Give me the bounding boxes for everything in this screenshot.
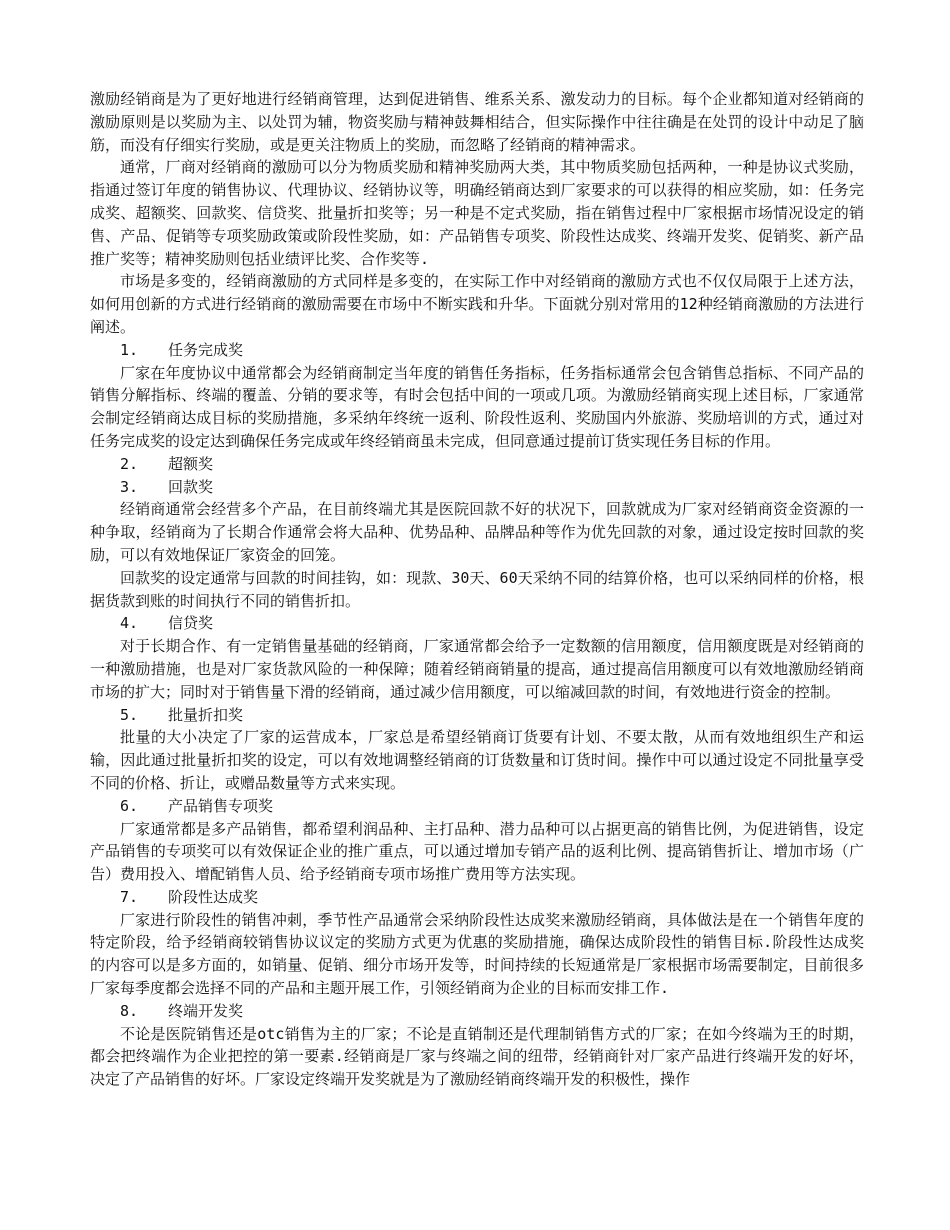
section-title: 批量折扣奖: [168, 705, 244, 724]
section-title: 信贷奖: [168, 614, 214, 633]
body-paragraph: 对于长期合作、有一定销售量基础的经销商，厂家通常都会给予一定数额的信用额度，信用额度既是对经销商的一种激励措施，也是对厂家货款风险的一种保障；随着经销商销量的提高，通过提高信用额度可以有效地激励经销商市场的扩大；同时对于销售量下滑的经销商，通过减少信用额度，可以缩减回款的时间，有效地进行资金的控制。: [90, 637, 864, 701]
section-number: 7.: [120, 887, 139, 906]
section-number: 1.: [120, 340, 139, 359]
section-number: 5.: [120, 705, 139, 724]
body-paragraph: 回款奖的设定通常与回款的时间挂钩，如：现款、30天、60天采纳不同的结算价格，也可以采纳同样的价格，根据货款到账的时间执行不同的销售折扣。: [90, 568, 864, 610]
body-paragraph: 厂家进行阶段性的销售冲刺，季节性产品通常会采纳阶段性达成奖来激励经销商，具体做法是在一个销售年度的特定阶段，给予经销商较销售协议议定的奖励方式更为优惠的奖励措施，确保达成阶段性的销售目标.阶段性达成奖的内容可以是多方面的，如销量、促销、细分市场开发等，时间持续的长短通常是厂家根据市场需要制定，目前很多厂家每季度都会选择不同的产品和主题开展工作，引领经销商为企业的目标而安排工作.: [90, 910, 864, 998]
body-paragraph: 厂家在年度协议中通常都会为经销商制定当年度的销售任务指标，任务指标通常会包含销售总指标、不同产品的销售分解指标、终端的覆盖、分销的要求等，有时会包括中间的一项或几项。为激励经销商实现上述目标，厂家通常会制定经销商达成目标的奖励措施，多采纳年终统一返利、阶段性返利、奖励国内外旅游、奖励培训的方式，通过对任务完成奖的设定达到确保任务完成或年终经销商虽未完成，但同意通过提前订货实现任务目标的作用。: [90, 363, 864, 450]
section-number: 2.: [120, 454, 139, 473]
section-number: 6.: [120, 796, 139, 815]
body-paragraph: 厂家通常都是多产品销售，都希望利润品种、主打品种、潜力品种可以占据更高的销售比例，为促进销售，设定产品销售的专项奖可以有效保证企业的推广重点，可以通过增加专销产品的返利比例、提高销售折让、增加市场（广告）费用投入、增配销售人员、给予经销商专项市场推广费用等方法实现。: [90, 819, 864, 884]
section-heading-5: [90, 704, 864, 727]
body-paragraph: 经销商通常会经营多个产品，在目前终端尤其是医院回款不好的状况下，回款就成为厂家对经销商资金资源的一种争取，经销商为了长期合作通常会将大品种、优势品种、品牌品种等作为优先回款的对象，通过设定按时回款的奖励，可以有效地保证厂家资金的回笼。: [90, 500, 864, 564]
section-number: 3.: [120, 477, 139, 496]
section-title: 产品销售专项奖: [168, 796, 274, 815]
section-title: 终端开发奖: [168, 1001, 244, 1020]
body-paragraph: 批量的大小决定了厂家的运营成本，厂家总是希望经销商订货要有计划、不要太散，从而有效地组织生产和运输，因此通过批量折扣奖的设定，可以有效地调整经销商的订货数量和订货时间。操作中可以通过设定不同批量享受不同的价格、折让，或赠品数量等方式来实现。: [90, 728, 864, 792]
section-title: 超额奖: [168, 454, 214, 473]
section-heading-6: [90, 795, 864, 818]
body-paragraph: 市场是多变的，经销商激励的方式同样是多变的，在实际工作中对经销商的激励方式也不仅仅局限于上述方法，如何用创新的方式进行经销商的激励需要在市场中不断实践和升华。下面就分别对常用的12种经销商激励的方法进行阐述。: [90, 272, 864, 336]
section-heading-4: [90, 612, 864, 635]
section-title: 阶段性达成奖: [168, 887, 259, 906]
section-title: 任务完成奖: [168, 340, 244, 359]
section-heading-1: [90, 339, 864, 362]
intro-paragraph: 激励经销商是为了更好地进行经销商管理，达到促进销售、维系关系、激发动力的目标。每个企业都知道对经销商的激励原则是以奖励为主、以处罚为辅，物资奖励与精神鼓舞相结合，但实际操作中往往确是在处罚的设计中动足了脑筋，而没有仔细实行奖励，或是更关注物质上的奖励，而忽略了经销商的精神需求。: [90, 90, 864, 154]
section-heading-3: [90, 476, 864, 499]
section-number: 4.: [120, 614, 139, 633]
section-heading-2: [90, 453, 864, 476]
section-title: 回款奖: [168, 477, 214, 496]
section-number: 8.: [120, 1001, 139, 1020]
section-heading-7: [90, 886, 864, 909]
section-heading-8: [90, 1000, 864, 1023]
body-paragraph: 通常，厂商对经销商的激励可以分为物质奖励和精神奖励两大类，其中物质奖励包括两种，一种是协议式奖励，指通过签订年度的销售协议、代理协议、经销协议等，明确经销商达到厂家要求的可以获得的相应奖励，如：任务完成奖、超额奖、回款奖、信贷奖、批量折扣奖等；另一种是不定式奖励，指在销售过程中厂家根据市场情况设定的销售、产品、促销等专项奖励政策或阶段性奖励，如：产品销售专项奖、阶段性达成奖、终端开发奖、促销奖、新产品推广奖等；精神奖励则包括业绩评比奖、合作奖等.: [90, 158, 864, 268]
body-paragraph: 不论是医院销售还是otc销售为主的厂家；不论是直销制还是代理制销售方式的厂家；在如今终端为王的时期，都会把终端作为企业把控的第一要素.经销商是厂家与终端之间的纽带，经销商针对厂家产品进行终端开发的好坏，决定了产品销售的好坏。厂家设定终端开发奖就是为了激励经销商终端开发的积极性，操作: [90, 1024, 864, 1089]
